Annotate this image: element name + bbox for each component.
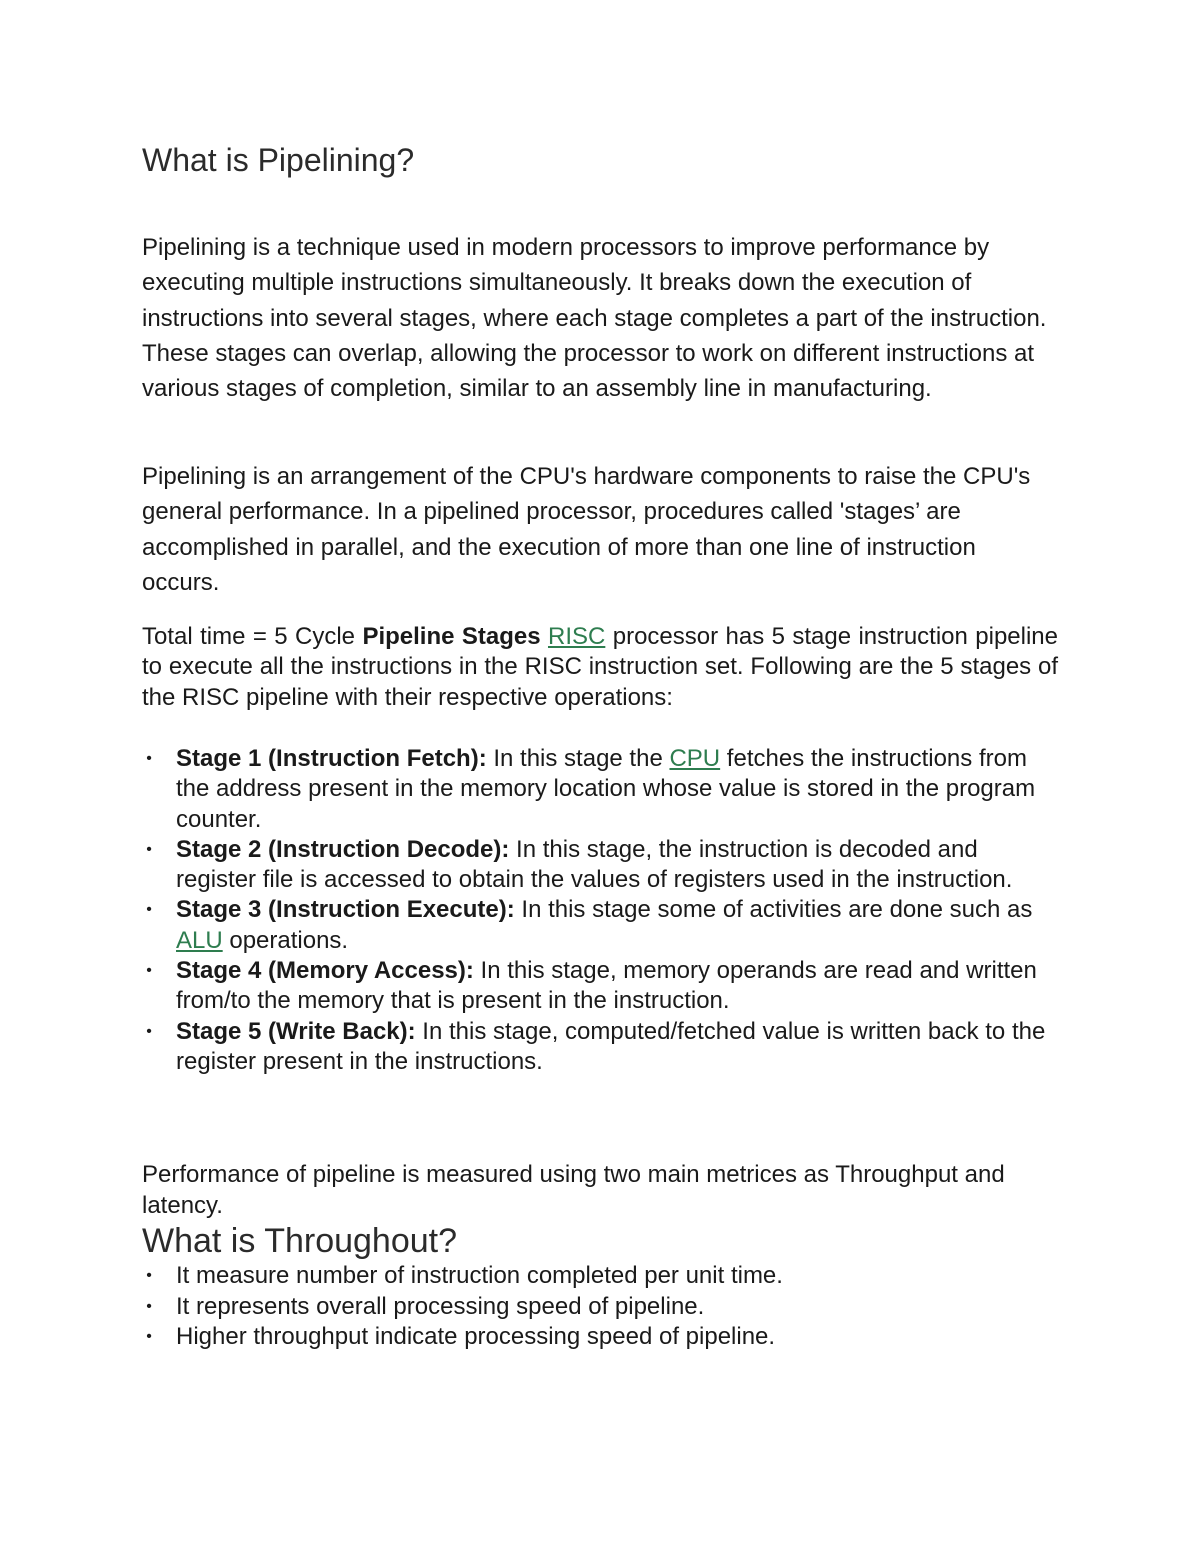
list-item-stage-1 [142, 744, 1058, 835]
bullet-icon: • [146, 840, 152, 858]
risc-link[interactable]: RISC [547, 623, 606, 650]
list-item [142, 1292, 1058, 1323]
bullet-icon: • [146, 1022, 152, 1040]
list-item [142, 1261, 1058, 1292]
document-page [142, 0, 1058, 1553]
pipeline-stages-bold: Pipeline Stages [362, 623, 541, 650]
throughput-list [142, 1261, 1058, 1353]
stage-title: Stage 2 (Instruction Decode): [176, 835, 510, 863]
stage-text: operations. [222, 926, 349, 954]
total-time-text: Total time = 5 Cycle [142, 623, 363, 650]
bullet-icon: • [146, 901, 152, 919]
bullet-icon: • [146, 750, 152, 767]
bullet-icon: • [146, 962, 152, 980]
list-item-text: It represents overall processing speed of pipeline. [176, 1292, 705, 1320]
stage-title: Stage 5 (Write Back): [176, 1017, 416, 1045]
list-item-text: It measure number of instruction completed per unit time. [176, 1262, 783, 1289]
stage-text: In this stage, the instruction is decoded and register file is accessed to obtain the values of registers used in the instruction. [176, 835, 1013, 894]
stage-text: In this stage the [486, 745, 670, 772]
stage-text: In this stage some of activities are done such as [514, 896, 1033, 924]
stage-text: In this stage, memory operands are read and written from/to the memory that is present in the instruction. [176, 957, 1037, 1015]
list-item-stage-2 [142, 835, 1058, 896]
performance-paragraph: Performance of pipeline is measured using two main metrices as Throughput and latency. [142, 1161, 1005, 1219]
bullet-icon: • [146, 1297, 152, 1315]
bullet-icon: • [146, 1267, 152, 1284]
list-item-stage-3 [142, 895, 1058, 956]
stage-title: Stage 4 (Memory Access): [176, 957, 474, 985]
pipeline-stages-paragraph [142, 622, 1058, 713]
list-item-stage-5 [142, 1017, 1058, 1078]
stage-title: Stage 3 (Instruction Execute): [176, 896, 515, 924]
stage-text: fetches the instructions from the address present in the memory location whose value is stored in the program counter. [176, 745, 1036, 833]
risc-description-text: processor has 5 stage instruction pipeline to execute all the instructions in the RISC instruction set. Following are the 5 stages of the RISC pipeline with their respective operations: [142, 623, 1058, 711]
arrangement-paragraph: Pipelining is an arrangement of the CPU's hardware components to raise the CPU's general performance. In a pipelined processor, procedures called 'stages’ are accomplished in parallel, and the execution of more than one line of instruction occurs. [142, 463, 1031, 596]
stages-list [142, 744, 1058, 1077]
heading-what-is-pipelining: What is Pipelining? [142, 142, 415, 178]
list-item-stage-4 [142, 956, 1058, 1017]
heading-what-is-throughout: What is Throughout? [142, 1222, 457, 1260]
alu-link[interactable]: ALU [176, 926, 223, 954]
bullet-icon: • [146, 1328, 152, 1345]
stage-title: Stage 1 (Instruction Fetch): [176, 745, 487, 772]
cpu-link[interactable]: CPU [669, 745, 721, 772]
list-item-text: Higher throughput indicate processing speed of pipeline. [176, 1323, 776, 1350]
intro-paragraph: Pipelining is a technique used in modern processors to improve performance by executing multiple instructions simultaneously. It breaks down the execution of instructions into several stages, where each stage completes a part of the instruction. These stages can overlap, allowing the processor to work on different instructions at various stages of completion, similar to an assembly line in manufacturing. [142, 234, 1047, 403]
stage-text: In this stage, computed/fetched value is written back to the register present in the instructions. [176, 1017, 1046, 1075]
list-item [142, 1322, 1058, 1353]
